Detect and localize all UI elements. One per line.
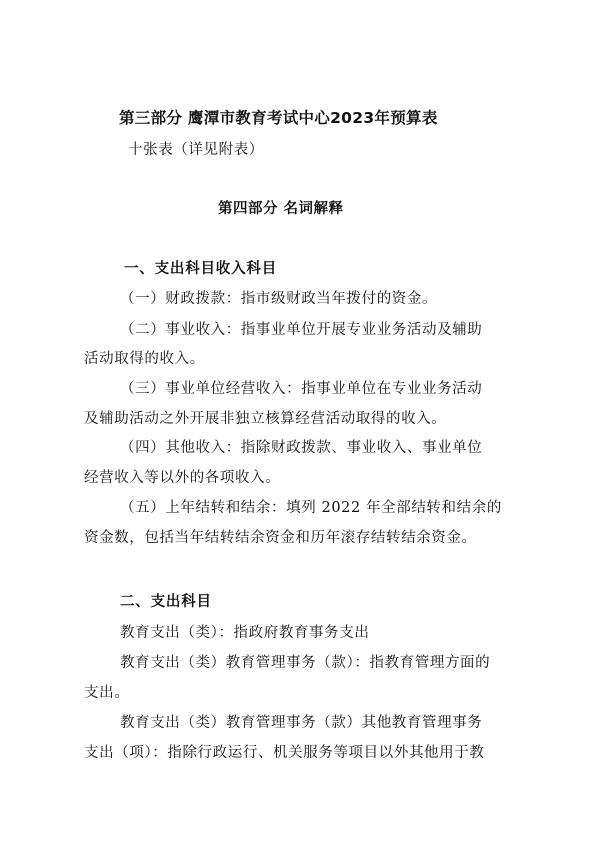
section2-line: 支出（项）：指除行政运行、机关服务等项目以外其他用于教 xyxy=(84,745,485,761)
section2-line: 支出。 xyxy=(84,685,130,701)
section1-line: 及辅助活动之外开展非独立核算经营活动取得的收入。 xyxy=(84,411,447,427)
section1-line: 经营收入等以外的各项收入。 xyxy=(84,470,281,486)
part4-title: 第四部分 名词解释 xyxy=(218,201,344,217)
part3-note: 十张表（详见附表） xyxy=(128,142,264,158)
section1-line: 活动取得的收入。 xyxy=(84,351,205,367)
section1-line: （五）上年结转和结余：填列 2022 年全部结转和结余的 xyxy=(120,500,502,516)
section1-line: （四）其他收入：指除财政拨款、事业收入、事业单位 xyxy=(120,440,483,456)
section1-line: （二）事业收入：指事业单位开展专业业务活动及辅助 xyxy=(120,322,483,338)
section1-heading: 一、支出科目收入科目 xyxy=(124,261,277,277)
section2-line: 教育支出（类）教育管理事务（款）：指教育管理方面的 xyxy=(120,655,491,671)
section1-line: （一）财政拨款：指市级财政当年拨付的资金。 xyxy=(120,291,438,307)
section2-heading: 二、支出科目 xyxy=(120,594,212,610)
section2-line: 教育支出（类）教育管理事务（款）其他教育管理事务 xyxy=(120,715,483,731)
section1-line: （三）事业单位经营收入：指事业单位在专业业务活动 xyxy=(120,381,483,397)
section1-line: 资金数，包括当年结转结余资金和历年滚存结转结余资金。 xyxy=(84,530,477,546)
section2-line: 教育支出（类）：指政府教育事务支出 xyxy=(120,625,370,641)
part3-title: 第三部分 鹰潭市教育考试中心2023年预算表 xyxy=(119,109,438,127)
